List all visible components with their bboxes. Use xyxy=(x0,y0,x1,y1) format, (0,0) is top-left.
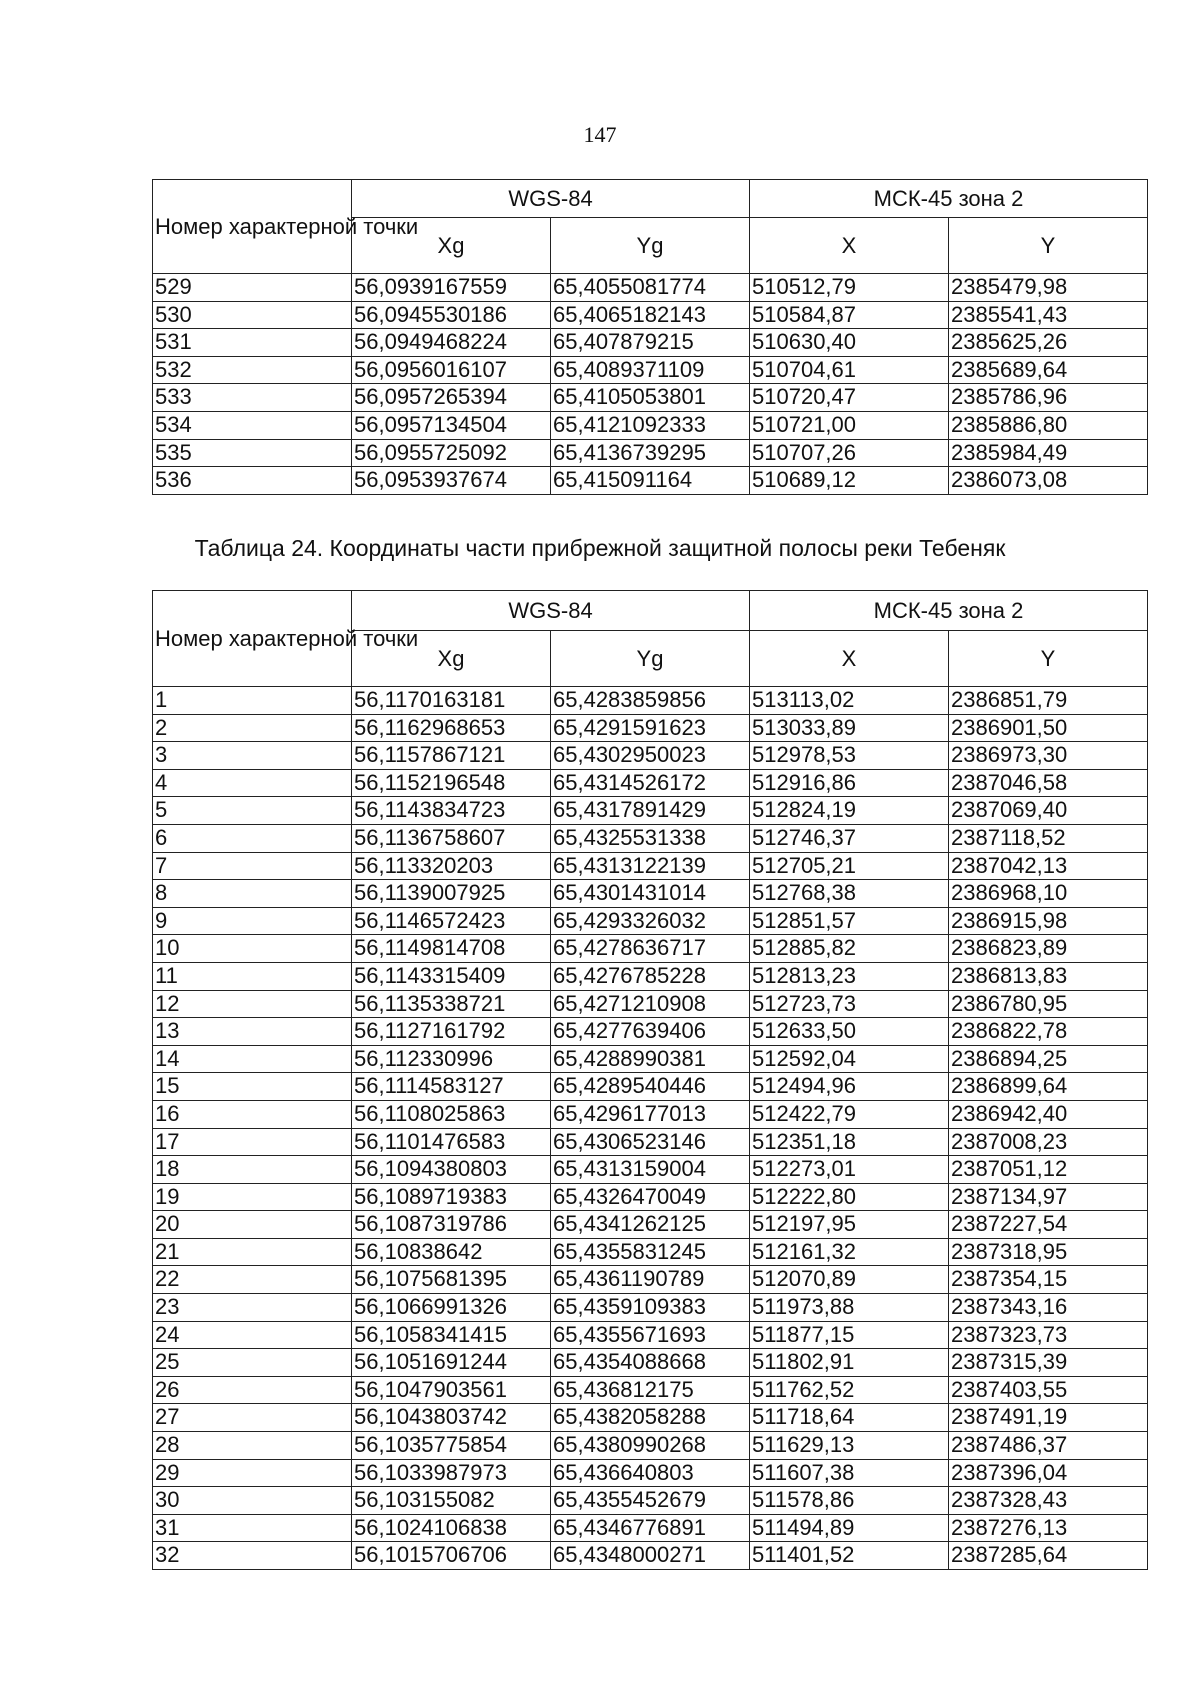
header-x: X xyxy=(750,218,949,274)
yg-cell: 65,4359109383 xyxy=(551,1294,750,1322)
point-number-cell: 14 xyxy=(153,1045,352,1073)
yg-cell: 65,415091164 xyxy=(551,467,750,495)
table-row xyxy=(153,990,1148,1018)
xg-cell: 56,1162968653 xyxy=(352,714,551,742)
x-cell: 511718,64 xyxy=(750,1404,949,1432)
x-cell: 511877,15 xyxy=(750,1321,949,1349)
yg-cell: 65,4326470049 xyxy=(551,1183,750,1211)
y-cell: 2387343,16 xyxy=(949,1294,1148,1322)
point-number-cell: 5 xyxy=(153,797,352,825)
x-cell: 513033,89 xyxy=(750,714,949,742)
y-cell: 2387008,23 xyxy=(949,1128,1148,1156)
xg-cell: 56,112330996 xyxy=(352,1045,551,1073)
point-number-cell: 30 xyxy=(153,1487,352,1515)
point-number-cell: 530 xyxy=(153,301,352,329)
x-cell: 510721,00 xyxy=(750,411,949,439)
table-row xyxy=(153,1266,1148,1294)
xg-cell: 56,1066991326 xyxy=(352,1294,551,1322)
y-cell: 2385625,26 xyxy=(949,329,1148,357)
xg-cell: 56,1024106838 xyxy=(352,1514,551,1542)
yg-cell: 65,4306523146 xyxy=(551,1128,750,1156)
point-number-cell: 535 xyxy=(153,439,352,467)
point-number-cell: 22 xyxy=(153,1266,352,1294)
header-msk45: МСК-45 зона 2 xyxy=(750,591,1148,631)
x-cell: 511762,52 xyxy=(750,1376,949,1404)
point-number-cell: 4 xyxy=(153,769,352,797)
y-cell: 2387396,04 xyxy=(949,1459,1148,1487)
x-cell: 511802,91 xyxy=(750,1349,949,1377)
yg-cell: 65,4136739295 xyxy=(551,439,750,467)
point-number-cell: 2 xyxy=(153,714,352,742)
yg-cell: 65,4341262125 xyxy=(551,1211,750,1239)
y-cell: 2387315,39 xyxy=(949,1349,1148,1377)
xg-cell: 56,1075681395 xyxy=(352,1266,551,1294)
x-cell: 511401,52 xyxy=(750,1542,949,1570)
table-row xyxy=(153,1211,1148,1239)
xg-cell: 56,0939167559 xyxy=(352,274,551,302)
table-row xyxy=(153,1349,1148,1377)
header-yg: Yg xyxy=(551,631,750,687)
y-cell: 2387069,40 xyxy=(949,797,1148,825)
point-number-cell: 20 xyxy=(153,1211,352,1239)
xg-cell: 56,0953937674 xyxy=(352,467,551,495)
xg-cell: 56,1127161792 xyxy=(352,1018,551,1046)
yg-cell: 65,436640803 xyxy=(551,1459,750,1487)
x-cell: 510704,61 xyxy=(750,356,949,384)
x-cell: 512705,21 xyxy=(750,852,949,880)
y-cell: 2387051,12 xyxy=(949,1156,1148,1184)
x-cell: 512592,04 xyxy=(750,1045,949,1073)
table-row xyxy=(153,1432,1148,1460)
xg-cell: 56,0957265394 xyxy=(352,384,551,412)
table-row xyxy=(153,1404,1148,1432)
yg-cell: 65,4301431014 xyxy=(551,880,750,908)
xg-cell: 56,1047903561 xyxy=(352,1376,551,1404)
yg-cell: 65,4325531338 xyxy=(551,824,750,852)
x-cell: 512916,86 xyxy=(750,769,949,797)
xg-cell: 56,0949468224 xyxy=(352,329,551,357)
table-row xyxy=(153,274,1148,302)
yg-cell: 65,4065182143 xyxy=(551,301,750,329)
y-cell: 2385984,49 xyxy=(949,439,1148,467)
point-number-cell: 8 xyxy=(153,880,352,908)
point-number-cell: 26 xyxy=(153,1376,352,1404)
xg-cell: 56,1058341415 xyxy=(352,1321,551,1349)
point-number-cell: 532 xyxy=(153,356,352,384)
y-cell: 2387046,58 xyxy=(949,769,1148,797)
yg-cell: 65,4278636717 xyxy=(551,935,750,963)
yg-cell: 65,4055081774 xyxy=(551,274,750,302)
xg-cell: 56,1149814708 xyxy=(352,935,551,963)
x-cell: 512070,89 xyxy=(750,1266,949,1294)
x-cell: 512273,01 xyxy=(750,1156,949,1184)
x-cell: 512351,18 xyxy=(750,1128,949,1156)
yg-cell: 65,4271210908 xyxy=(551,990,750,1018)
point-number-cell: 531 xyxy=(153,329,352,357)
x-cell: 512422,79 xyxy=(750,1100,949,1128)
x-cell: 512813,23 xyxy=(750,962,949,990)
y-cell: 2386915,98 xyxy=(949,907,1148,935)
point-number-cell: 13 xyxy=(153,1018,352,1046)
y-cell: 2387134,97 xyxy=(949,1183,1148,1211)
xg-cell: 56,1015706706 xyxy=(352,1542,551,1570)
xg-cell: 56,0955725092 xyxy=(352,439,551,467)
y-cell: 2385541,43 xyxy=(949,301,1148,329)
yg-cell: 65,4313122139 xyxy=(551,852,750,880)
table-row xyxy=(153,1459,1148,1487)
y-cell: 2387323,73 xyxy=(949,1321,1148,1349)
yg-cell: 65,4346776891 xyxy=(551,1514,750,1542)
table-row xyxy=(153,687,1148,715)
coordinates-table-1 xyxy=(152,179,1148,495)
header-xg: Xg xyxy=(352,631,551,687)
point-number-cell: 3 xyxy=(153,742,352,770)
yg-cell: 65,4277639406 xyxy=(551,1018,750,1046)
point-number-cell: 24 xyxy=(153,1321,352,1349)
header-y: Y xyxy=(949,218,1148,274)
table-row xyxy=(153,880,1148,908)
xg-cell: 56,1101476583 xyxy=(352,1128,551,1156)
point-number-cell: 529 xyxy=(153,274,352,302)
x-cell: 512746,37 xyxy=(750,824,949,852)
yg-cell: 65,4382058288 xyxy=(551,1404,750,1432)
point-number-cell: 11 xyxy=(153,962,352,990)
header-point-number: Номер характерной точки xyxy=(153,180,352,274)
y-cell: 2387403,55 xyxy=(949,1376,1148,1404)
x-cell: 512222,80 xyxy=(750,1183,949,1211)
x-cell: 512978,53 xyxy=(750,742,949,770)
xg-cell: 56,1108025863 xyxy=(352,1100,551,1128)
point-number-cell: 12 xyxy=(153,990,352,1018)
page-number: 147 xyxy=(583,122,617,147)
xg-cell: 56,103155082 xyxy=(352,1487,551,1515)
xg-cell: 56,0957134504 xyxy=(352,411,551,439)
header-y: Y xyxy=(949,631,1148,687)
point-number-cell: 18 xyxy=(153,1156,352,1184)
yg-cell: 65,436812175 xyxy=(551,1376,750,1404)
y-cell: 2385479,98 xyxy=(949,274,1148,302)
y-cell: 2387227,54 xyxy=(949,1211,1148,1239)
xg-cell: 56,1139007925 xyxy=(352,880,551,908)
point-number-cell: 10 xyxy=(153,935,352,963)
x-cell: 512161,32 xyxy=(750,1238,949,1266)
y-cell: 2386973,30 xyxy=(949,742,1148,770)
table-row xyxy=(153,1128,1148,1156)
table-row xyxy=(153,797,1148,825)
header-wgs84: WGS-84 xyxy=(352,180,750,218)
table-row xyxy=(153,1514,1148,1542)
point-number-cell: 21 xyxy=(153,1238,352,1266)
table-row xyxy=(153,1100,1148,1128)
table-row xyxy=(153,467,1148,495)
x-cell: 512633,50 xyxy=(750,1018,949,1046)
x-cell: 513113,02 xyxy=(750,687,949,715)
table-row xyxy=(153,907,1148,935)
yg-cell: 65,4089371109 xyxy=(551,356,750,384)
table-row xyxy=(153,329,1148,357)
y-cell: 2386968,10 xyxy=(949,880,1148,908)
x-cell: 512824,19 xyxy=(750,797,949,825)
table-row xyxy=(153,1018,1148,1046)
yg-cell: 65,4313159004 xyxy=(551,1156,750,1184)
header-x: X xyxy=(750,631,949,687)
table-row xyxy=(153,301,1148,329)
yg-cell: 65,4314526172 xyxy=(551,769,750,797)
x-cell: 512723,73 xyxy=(750,990,949,1018)
point-number-cell: 533 xyxy=(153,384,352,412)
x-cell: 511494,89 xyxy=(750,1514,949,1542)
x-cell: 510512,79 xyxy=(750,274,949,302)
xg-cell: 56,10838642 xyxy=(352,1238,551,1266)
table-row xyxy=(153,1321,1148,1349)
table-row xyxy=(153,824,1148,852)
point-number-cell: 6 xyxy=(153,824,352,852)
x-cell: 512851,57 xyxy=(750,907,949,935)
y-cell: 2387328,43 xyxy=(949,1487,1148,1515)
xg-cell: 56,1043803742 xyxy=(352,1404,551,1432)
table-row xyxy=(153,1376,1148,1404)
x-cell: 512494,96 xyxy=(750,1073,949,1101)
y-cell: 2386901,50 xyxy=(949,714,1148,742)
xg-cell: 56,0956016107 xyxy=(352,356,551,384)
table-row xyxy=(153,356,1148,384)
y-cell: 2386894,25 xyxy=(949,1045,1148,1073)
x-cell: 512885,82 xyxy=(750,935,949,963)
y-cell: 2386073,08 xyxy=(949,467,1148,495)
table-row xyxy=(153,962,1148,990)
xg-cell: 56,1135338721 xyxy=(352,990,551,1018)
y-cell: 2387285,64 xyxy=(949,1542,1148,1570)
x-cell: 510689,12 xyxy=(750,467,949,495)
x-cell: 511973,88 xyxy=(750,1294,949,1322)
table-row xyxy=(153,742,1148,770)
point-number-cell: 28 xyxy=(153,1432,352,1460)
point-number-cell: 32 xyxy=(153,1542,352,1570)
yg-cell: 65,4121092333 xyxy=(551,411,750,439)
y-cell: 2387276,13 xyxy=(949,1514,1148,1542)
xg-cell: 56,1114583127 xyxy=(352,1073,551,1101)
yg-cell: 65,4380990268 xyxy=(551,1432,750,1460)
table-row xyxy=(153,439,1148,467)
table-row xyxy=(153,1073,1148,1101)
xg-cell: 56,113320203 xyxy=(352,852,551,880)
xg-cell: 56,0945530186 xyxy=(352,301,551,329)
table-row xyxy=(153,1183,1148,1211)
header-point-number: Номер характерной точки xyxy=(153,591,352,687)
x-cell: 512197,95 xyxy=(750,1211,949,1239)
yg-cell: 65,4317891429 xyxy=(551,797,750,825)
table-row xyxy=(153,1238,1148,1266)
table-2-body xyxy=(153,687,1148,1570)
table-row xyxy=(153,1542,1148,1570)
table-caption: Таблица 24. Координаты части прибрежной защитной полосы реки Тебеняк xyxy=(194,535,1006,561)
y-cell: 2386780,95 xyxy=(949,990,1148,1018)
point-number-cell: 25 xyxy=(153,1349,352,1377)
yg-cell: 65,407879215 xyxy=(551,329,750,357)
x-cell: 510707,26 xyxy=(750,439,949,467)
xg-cell: 56,1143834723 xyxy=(352,797,551,825)
xg-cell: 56,1152196548 xyxy=(352,769,551,797)
y-cell: 2385689,64 xyxy=(949,356,1148,384)
xg-cell: 56,1094380803 xyxy=(352,1156,551,1184)
xg-cell: 56,1033987973 xyxy=(352,1459,551,1487)
table-row xyxy=(153,714,1148,742)
y-cell: 2386813,83 xyxy=(949,962,1148,990)
yg-cell: 65,4355831245 xyxy=(551,1238,750,1266)
y-cell: 2387354,15 xyxy=(949,1266,1148,1294)
x-cell: 511578,86 xyxy=(750,1487,949,1515)
header-wgs84: WGS-84 xyxy=(352,591,750,631)
yg-cell: 65,4105053801 xyxy=(551,384,750,412)
x-cell: 510630,40 xyxy=(750,329,949,357)
point-number-cell: 15 xyxy=(153,1073,352,1101)
xg-cell: 56,1087319786 xyxy=(352,1211,551,1239)
y-cell: 2386942,40 xyxy=(949,1100,1148,1128)
y-cell: 2387491,19 xyxy=(949,1404,1148,1432)
header-yg: Yg xyxy=(551,218,750,274)
yg-cell: 65,4348000271 xyxy=(551,1542,750,1570)
table-row xyxy=(153,1294,1148,1322)
yg-cell: 65,4354088668 xyxy=(551,1349,750,1377)
y-cell: 2387118,52 xyxy=(949,824,1148,852)
table-row xyxy=(153,384,1148,412)
header-msk45: МСК-45 зона 2 xyxy=(750,180,1148,218)
xg-cell: 56,1089719383 xyxy=(352,1183,551,1211)
yg-cell: 65,4276785228 xyxy=(551,962,750,990)
x-cell: 512768,38 xyxy=(750,880,949,908)
x-cell: 511629,13 xyxy=(750,1432,949,1460)
y-cell: 2387486,37 xyxy=(949,1432,1148,1460)
yg-cell: 65,4288990381 xyxy=(551,1045,750,1073)
table-row xyxy=(153,1156,1148,1184)
xg-cell: 56,1035775854 xyxy=(352,1432,551,1460)
point-number-cell: 31 xyxy=(153,1514,352,1542)
xg-cell: 56,1157867121 xyxy=(352,742,551,770)
xg-cell: 56,1170163181 xyxy=(352,687,551,715)
yg-cell: 65,4355671693 xyxy=(551,1321,750,1349)
xg-cell: 56,1051691244 xyxy=(352,1349,551,1377)
xg-cell: 56,1143315409 xyxy=(352,962,551,990)
point-number-cell: 27 xyxy=(153,1404,352,1432)
point-number-cell: 9 xyxy=(153,907,352,935)
point-number-cell: 17 xyxy=(153,1128,352,1156)
x-cell: 510720,47 xyxy=(750,384,949,412)
xg-cell: 56,1146572423 xyxy=(352,907,551,935)
table-row xyxy=(153,852,1148,880)
y-cell: 2387318,95 xyxy=(949,1238,1148,1266)
point-number-cell: 29 xyxy=(153,1459,352,1487)
point-number-cell: 536 xyxy=(153,467,352,495)
header-xg: Xg xyxy=(352,218,551,274)
point-number-cell: 1 xyxy=(153,687,352,715)
y-cell: 2385786,96 xyxy=(949,384,1148,412)
table-row xyxy=(153,1045,1148,1073)
table-1-body xyxy=(153,274,1148,495)
y-cell: 2386899,64 xyxy=(949,1073,1148,1101)
table-row xyxy=(153,769,1148,797)
y-cell: 2385886,80 xyxy=(949,411,1148,439)
coordinates-table-2 xyxy=(152,590,1148,1570)
point-number-cell: 19 xyxy=(153,1183,352,1211)
y-cell: 2387042,13 xyxy=(949,852,1148,880)
yg-cell: 65,4293326032 xyxy=(551,907,750,935)
xg-cell: 56,1136758607 xyxy=(352,824,551,852)
point-number-cell: 534 xyxy=(153,411,352,439)
y-cell: 2386823,89 xyxy=(949,935,1148,963)
yg-cell: 65,4296177013 xyxy=(551,1100,750,1128)
point-number-cell: 7 xyxy=(153,852,352,880)
y-cell: 2386851,79 xyxy=(949,687,1148,715)
yg-cell: 65,4302950023 xyxy=(551,742,750,770)
x-cell: 511607,38 xyxy=(750,1459,949,1487)
x-cell: 510584,87 xyxy=(750,301,949,329)
table-row xyxy=(153,1487,1148,1515)
yg-cell: 65,4283859856 xyxy=(551,687,750,715)
point-number-cell: 23 xyxy=(153,1294,352,1322)
yg-cell: 65,4289540446 xyxy=(551,1073,750,1101)
table-row xyxy=(153,935,1148,963)
table-row xyxy=(153,411,1148,439)
point-number-cell: 16 xyxy=(153,1100,352,1128)
yg-cell: 65,4355452679 xyxy=(551,1487,750,1515)
yg-cell: 65,4361190789 xyxy=(551,1266,750,1294)
yg-cell: 65,4291591623 xyxy=(551,714,750,742)
y-cell: 2386822,78 xyxy=(949,1018,1148,1046)
